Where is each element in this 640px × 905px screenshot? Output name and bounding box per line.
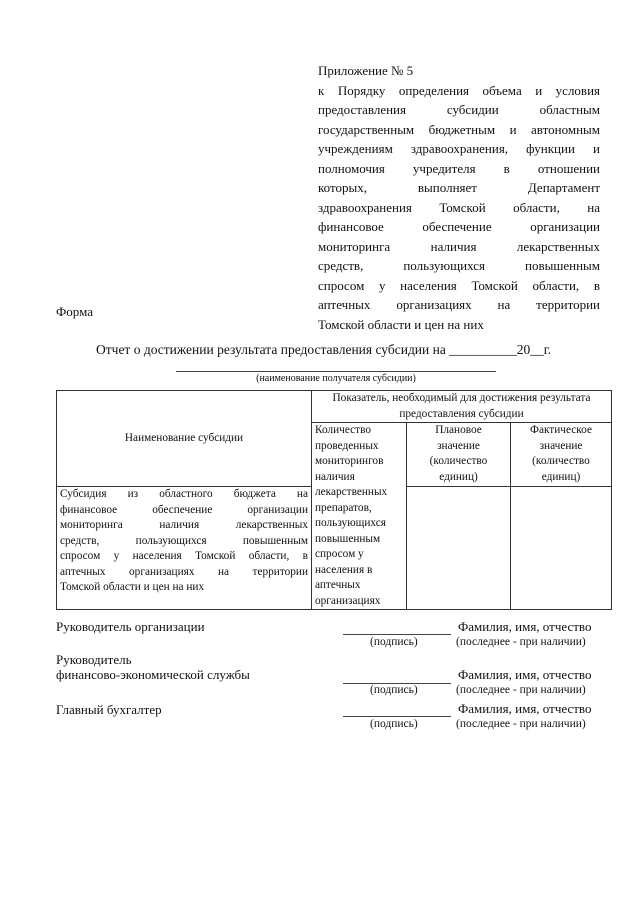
appendix-header	[318, 61, 600, 334]
appendix-line: к Порядку определения объема и условия	[318, 82, 600, 98]
appendix-line: аптечных организациях на территории	[318, 297, 600, 312]
signature-caption: (подпись)	[370, 636, 418, 648]
signature-role-line2: финансово-экономической службы	[56, 667, 250, 682]
fio-note: (последнее - при наличии)	[456, 718, 586, 730]
cell-line: лекарственных	[315, 486, 388, 498]
cell-line: аптечных организациях на территории	[60, 565, 308, 578]
header-subsidy-name: Наименование субсидии	[57, 391, 312, 487]
cell-line: единиц)	[541, 470, 581, 483]
appendix-line: здравоохранения Томской области, на	[318, 199, 600, 215]
signature-line[interactable]	[343, 716, 451, 717]
appendix-line: которых, выполняет Департамент	[318, 180, 600, 195]
cell-line: аптечных	[315, 579, 361, 591]
header-actual-value	[511, 423, 612, 487]
appendix-line: государственным бюджетным и автономным	[318, 121, 600, 137]
appendix-line: финансовое обеспечение организации	[318, 219, 600, 234]
cell-line: пользующихся	[315, 517, 386, 529]
cell-line: организациях	[315, 594, 381, 607]
fio-note: (последнее - при наличии)	[456, 636, 586, 648]
fio-label: Фамилия, имя, отчество	[458, 619, 592, 634]
header-planned-value	[407, 423, 511, 487]
report-table	[56, 390, 612, 610]
signature-role: Руководитель организации	[56, 619, 205, 634]
cell-line: Количество	[315, 424, 371, 436]
cell-line: финансовое обеспечение организации	[60, 503, 308, 516]
fio-note: (последнее - при наличии)	[456, 684, 586, 696]
cell-line: Плановое	[435, 424, 482, 436]
header-indicator: Показатель, необходимый для достижения результата предоставления субсидии	[312, 391, 612, 423]
report-title: Отчет о достижении результата предоставления субсидии на __________20__г.	[96, 342, 552, 357]
cell-line: Томской области и цен на них	[60, 581, 205, 594]
signature-line[interactable]	[343, 634, 451, 635]
cell-line: Субсидия из областного бюджета на	[60, 488, 308, 501]
actual-value-cell[interactable]	[511, 487, 612, 610]
planned-value-cell[interactable]	[407, 487, 511, 610]
recipient-line	[176, 371, 496, 372]
cell-line: мониторинга наличия лекарственных	[60, 519, 308, 532]
indicator-description-cell	[312, 423, 407, 610]
cell-line: повышенным	[315, 532, 381, 545]
appendix-line: Приложение № 5	[318, 63, 414, 78]
appendix-line: Томской области и цен на них	[318, 316, 484, 332]
cell-line: наличия	[315, 470, 355, 483]
cell-line: (количество	[429, 455, 488, 467]
signature-caption: (подпись)	[370, 718, 418, 730]
cell-line: спросом у населения Томской области, в	[60, 550, 308, 563]
appendix-line: учреждениям здравоохранения, функции и	[318, 141, 600, 156]
cell-line: препаратов,	[315, 501, 372, 514]
appendix-line: предоставления субсидии областным	[318, 102, 600, 117]
cell-line: значение	[539, 439, 583, 452]
appendix-line: спросом у населения Томской области, в	[318, 277, 600, 293]
cell-line: проведенных	[315, 439, 379, 452]
cell-line: мониторингов	[315, 455, 384, 467]
cell-line: значение	[437, 439, 480, 452]
form-label: Форма	[56, 304, 93, 319]
cell-line: спросом у	[315, 548, 364, 560]
recipient-caption: (наименование получателя субсидии)	[256, 373, 416, 384]
signature-role: Главный бухгалтер	[56, 702, 162, 717]
subsidy-name-cell	[57, 487, 312, 610]
cell-line: Фактическое	[530, 424, 592, 436]
cell-line: населения в	[315, 563, 373, 576]
appendix-line: средств, пользующихся повышенным	[318, 258, 600, 273]
fio-label: Фамилия, имя, отчество	[458, 667, 592, 682]
signature-role: Руководитель	[56, 652, 132, 667]
signature-caption: (подпись)	[370, 684, 418, 696]
fio-label: Фамилия, имя, отчество	[458, 701, 592, 716]
appendix-line: мониторинга наличия лекарственных	[318, 238, 600, 254]
cell-line: средств, пользующихся повышенным	[60, 534, 308, 547]
cell-line: (количество	[532, 455, 590, 467]
appendix-line: полномочия учредителя в отношении	[318, 160, 600, 176]
cell-line: единиц)	[439, 470, 478, 483]
